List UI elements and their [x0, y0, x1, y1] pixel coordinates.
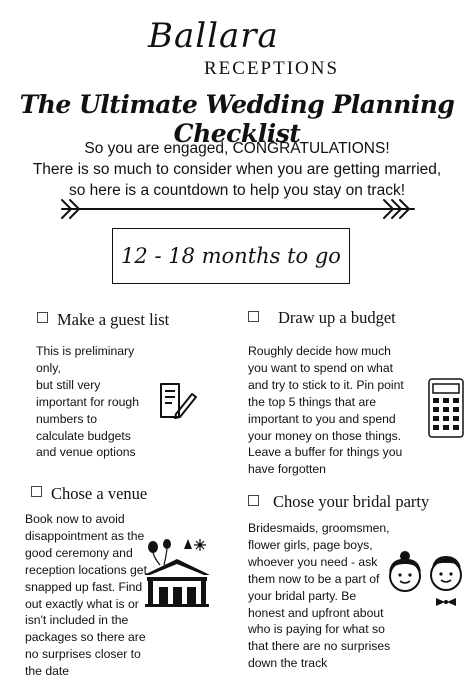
text-line: disappointment as the — [25, 528, 145, 543]
text-line: reception locations get — [25, 562, 147, 577]
text-line: that there are no surprises — [248, 639, 391, 654]
task-checkbox-budget[interactable] — [248, 311, 259, 322]
text-line: down the track — [248, 656, 328, 671]
text-line: your money on those things. — [248, 428, 402, 443]
text-line: the date — [25, 664, 70, 679]
task-checkbox-guest-list[interactable] — [37, 312, 48, 323]
task-checkbox-bridal-party[interactable] — [248, 495, 259, 506]
text-line: Roughly decide how much — [248, 344, 391, 358]
text-line: only, — [36, 360, 61, 375]
document-pencil-icon — [157, 381, 197, 421]
text-line: them now to be a part of — [248, 571, 380, 586]
task-description-guest-list — [36, 343, 139, 461]
text-line: but still very — [36, 377, 101, 392]
text-line: who is paying for what so — [248, 622, 385, 637]
task-description-bridal-party — [248, 520, 390, 672]
intro-line: so here is a countdown to help you stay on track! — [68, 182, 406, 199]
text-line: numbers to — [36, 411, 97, 426]
task-title-bridal-party: Chose your bridal party — [273, 492, 430, 511]
text-line: snapped up fast. Find — [25, 579, 143, 594]
text-line: you want to spend on what — [248, 360, 393, 375]
calculator-icon — [428, 378, 464, 438]
text-line: the top 5 things that are — [248, 394, 377, 409]
arrow-divider — [58, 196, 418, 222]
logo-subtitle: RECEPTIONS — [204, 58, 340, 79]
text-line: out exactly what is or — [25, 596, 139, 611]
period-label: 12 - 18 months to go — [121, 244, 341, 268]
text-line: whoever you need - ask — [248, 554, 378, 569]
text-line: have forgotten — [248, 462, 326, 477]
period-banner — [112, 228, 350, 284]
intro-line: There is so much to consider when you are getting married, — [32, 161, 442, 178]
text-line: calculate budgets — [36, 428, 131, 443]
task-title-guest-list: Make a guest list — [57, 310, 170, 329]
text-line: flower girls, page boys, — [248, 537, 373, 552]
task-checkbox-venue[interactable] — [31, 486, 42, 497]
text-line: your bridal party. Be — [248, 588, 357, 603]
text-line: and try to stick to it. Pin point — [248, 377, 404, 392]
task-description-venue — [25, 511, 147, 680]
text-line: good ceremony and — [25, 545, 133, 560]
logo-script: Ballara — [148, 16, 279, 56]
page-title: The Ultimate Wedding Planning Checklist — [19, 90, 455, 148]
intro-line: So you are engaged, CONGRATULATIONS! — [84, 140, 390, 157]
bride-groom-icon — [386, 550, 466, 608]
text-line: packages so there are — [25, 630, 146, 645]
task-description-budget — [248, 343, 404, 478]
venue-celebration-icon — [142, 535, 212, 607]
text-line: important for rough — [36, 394, 139, 409]
text-line: Leave a buffer for things you — [248, 445, 403, 460]
text-line: isn't included in the — [25, 613, 129, 628]
intro-text — [20, 138, 454, 201]
task-title-venue: Chose a venue — [51, 484, 148, 503]
text-line: and venue options — [36, 445, 136, 460]
text-line: Book now to avoid — [25, 512, 125, 526]
text-line: honest and upfront about — [248, 605, 384, 620]
task-title-budget: Draw up a budget — [278, 308, 396, 327]
text-line: Bridesmaids, groomsmen, — [248, 521, 390, 535]
text-line: important to you and spend — [248, 411, 396, 426]
text-line: This is preliminary — [36, 344, 135, 358]
text-line: no surprises closer to — [25, 647, 141, 662]
